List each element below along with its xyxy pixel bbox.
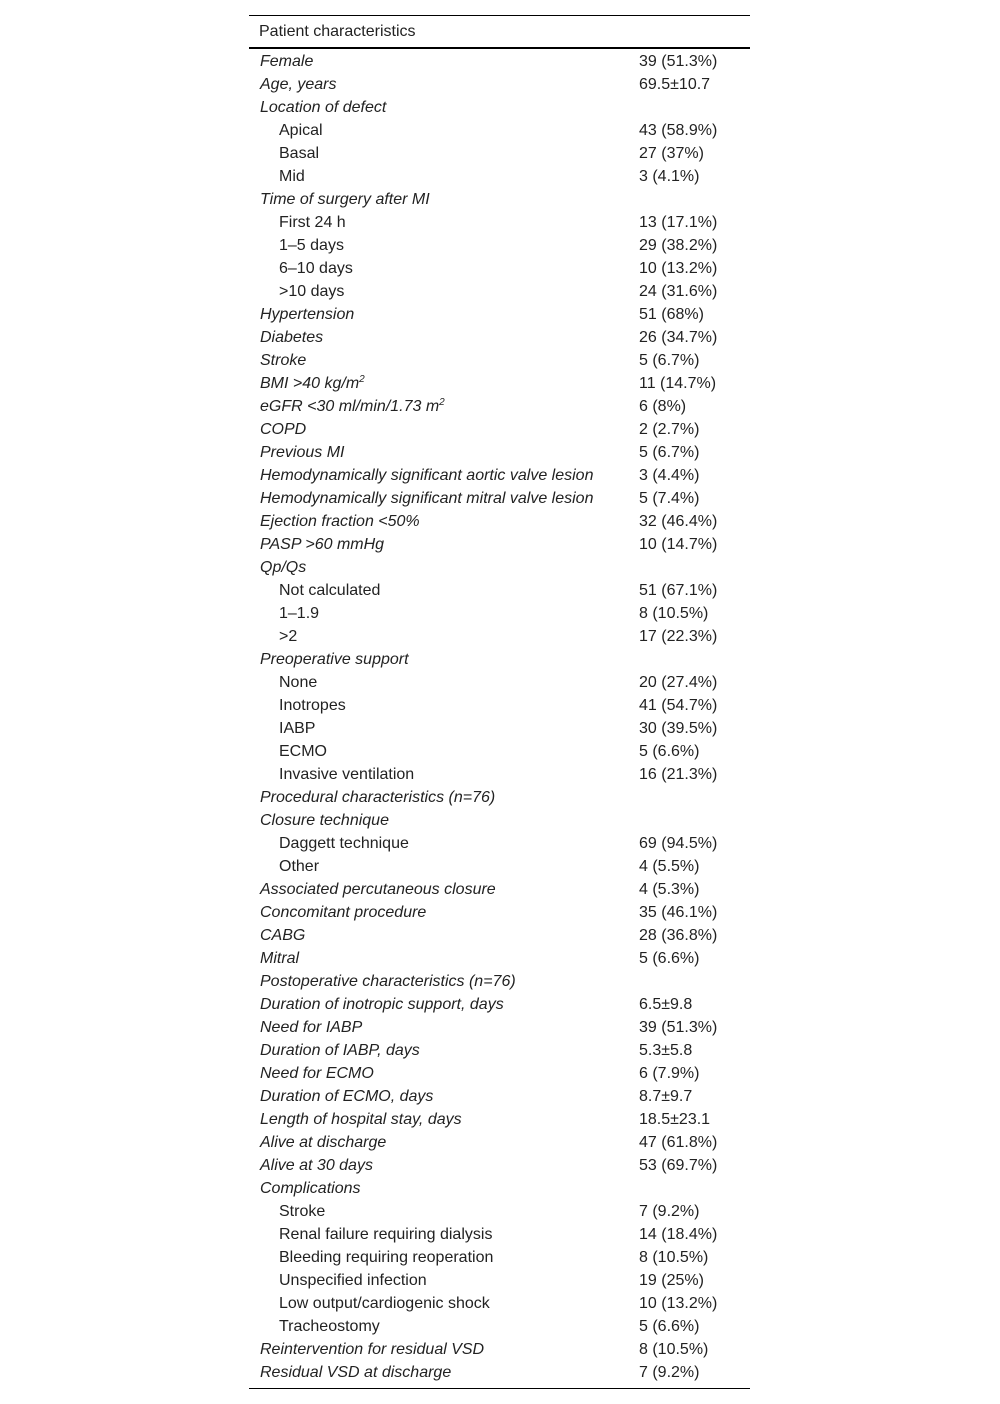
row-label	[249, 513, 628, 531]
table-row	[249, 1016, 750, 1039]
row-label-text: Duration of ECMO, days	[260, 1087, 434, 1105]
row-label-text: Hypertension	[260, 305, 355, 323]
table-row	[249, 1315, 750, 1338]
row-value: 13 (17.1%)	[639, 213, 718, 231]
row-label-text: >2	[279, 627, 298, 645]
row-label	[249, 1111, 628, 1129]
row-label-text: Need for IABP	[260, 1018, 363, 1036]
row-label	[249, 237, 628, 255]
row-value: 14 (18.4%)	[639, 1225, 718, 1243]
row-label-text: Stroke	[260, 351, 307, 369]
row-label-superscript: 2	[359, 373, 365, 385]
row-label	[249, 122, 628, 140]
row-label-text: Qp/Qs	[260, 558, 307, 576]
row-label-text: Female	[260, 52, 314, 70]
row-label	[249, 1019, 628, 1037]
row-label	[249, 76, 628, 94]
row-label-text: Renal failure requiring dialysis	[279, 1225, 493, 1243]
table-row	[249, 602, 750, 625]
table-row	[249, 464, 750, 487]
row-label	[249, 789, 628, 807]
row-value: 30 (39.5%)	[639, 719, 718, 737]
row-value: 8 (10.5%)	[639, 604, 709, 622]
table-row	[249, 211, 750, 234]
table-row	[249, 924, 750, 947]
table-row	[249, 50, 750, 73]
table-row	[249, 1361, 750, 1384]
row-label-text: Residual VSD at discharge	[260, 1363, 452, 1381]
table-row	[249, 832, 750, 855]
table-row	[249, 257, 750, 280]
table-row	[249, 648, 750, 671]
row-label	[249, 812, 628, 830]
row-value: 19 (25%)	[639, 1271, 704, 1289]
table-row	[249, 142, 750, 165]
row-value: 5 (6.6%)	[639, 1317, 700, 1335]
row-value: 3 (4.1%)	[639, 167, 700, 185]
row-label-text: >10 days	[279, 282, 345, 300]
row-label	[249, 283, 628, 301]
row-label	[249, 651, 628, 669]
row-label-text: Closure technique	[260, 811, 389, 829]
table-row	[249, 234, 750, 257]
table-row	[249, 809, 750, 832]
row-value: 39 (51.3%)	[639, 52, 718, 70]
characteristics-table	[249, 15, 750, 1389]
row-label-text: Alive at discharge	[260, 1133, 387, 1151]
row-value: 32 (46.4%)	[639, 512, 718, 530]
row-label-text: Duration of inotropic support, days	[260, 995, 504, 1013]
row-label	[249, 1088, 628, 1106]
row-label-text: Age, years	[260, 75, 337, 93]
row-label	[249, 996, 628, 1014]
row-label-text: CABG	[260, 926, 306, 944]
row-label-text: Not calculated	[279, 581, 381, 599]
row-label	[249, 191, 628, 209]
row-label-text: Postoperative characteristics (n=76)	[260, 972, 516, 990]
row-value: 29 (38.2%)	[639, 236, 718, 254]
row-value: 5 (6.6%)	[639, 949, 700, 967]
row-label-text: Ejection fraction <50%	[260, 512, 420, 530]
row-label-text: PASP >60 mmHg	[260, 535, 385, 553]
table-row	[249, 993, 750, 1016]
row-value: 6 (8%)	[639, 397, 687, 415]
row-label-text: Tracheostomy	[279, 1317, 380, 1335]
row-label-text: First 24 h	[279, 213, 346, 231]
table-row	[249, 1131, 750, 1154]
row-value: 51 (67.1%)	[639, 581, 718, 599]
row-label	[249, 536, 628, 554]
row-value: 3 (4.4%)	[639, 466, 700, 484]
row-label	[249, 881, 628, 899]
row-label	[249, 582, 628, 600]
table-row	[249, 763, 750, 786]
row-value: 11 (14.7%)	[639, 374, 717, 392]
row-label	[249, 835, 628, 853]
row-label	[249, 1180, 628, 1198]
row-value: 8.7±9.7	[639, 1087, 693, 1105]
table-row	[249, 1062, 750, 1085]
row-value: 69.5±10.7	[639, 75, 711, 93]
row-label-text: Daggett technique	[279, 834, 409, 852]
row-label	[249, 444, 628, 462]
row-label	[249, 306, 628, 324]
row-label	[249, 1157, 628, 1175]
table-row	[249, 1085, 750, 1108]
row-label-text: Stroke	[279, 1202, 326, 1220]
row-value: 5 (6.7%)	[639, 443, 700, 461]
table-row	[249, 165, 750, 188]
row-value: 47 (61.8%)	[639, 1133, 718, 1151]
row-label	[249, 421, 628, 439]
row-label-text: Preoperative support	[260, 650, 409, 668]
row-value: 69 (94.5%)	[639, 834, 718, 852]
table-row	[249, 326, 750, 349]
row-value: 7 (9.2%)	[639, 1202, 700, 1220]
table-row	[249, 556, 750, 579]
row-value: 8 (10.5%)	[639, 1340, 709, 1358]
row-label	[249, 559, 628, 577]
row-label	[249, 743, 628, 761]
row-label-text: Invasive ventilation	[279, 765, 415, 783]
row-label-text: Reintervention for residual VSD	[260, 1340, 485, 1358]
row-label	[249, 674, 628, 692]
row-label	[249, 1364, 628, 1382]
row-value: 28 (36.8%)	[639, 926, 718, 944]
row-label	[249, 329, 628, 347]
row-value: 6.5±9.8	[639, 995, 693, 1013]
row-value: 51 (68%)	[639, 305, 704, 323]
row-label-text: IABP	[279, 719, 316, 737]
row-value: 16 (21.3%)	[639, 765, 718, 783]
table-row	[249, 510, 750, 533]
row-label	[249, 720, 628, 738]
row-value: 27 (37%)	[639, 144, 704, 162]
row-value: 10 (14.7%)	[639, 535, 718, 553]
row-label	[249, 904, 628, 922]
table-row	[249, 372, 750, 395]
row-label-superscript: 2	[439, 396, 445, 408]
row-label	[249, 467, 628, 485]
row-label-text: Hemodynamically significant aortic valve lesion	[260, 466, 594, 484]
row-label-text: Mitral	[260, 949, 300, 967]
table-row	[249, 1269, 750, 1292]
row-label	[249, 490, 628, 508]
table-row	[249, 717, 750, 740]
row-label	[249, 1249, 628, 1267]
table-row	[249, 1200, 750, 1223]
table-row	[249, 947, 750, 970]
row-label	[249, 168, 628, 186]
row-label	[249, 1065, 628, 1083]
row-value: 26 (34.7%)	[639, 328, 718, 346]
row-label	[249, 1203, 628, 1221]
row-value: 10 (13.2%)	[639, 259, 718, 277]
row-label-text: 6–10 days	[279, 259, 353, 277]
row-label	[249, 1226, 628, 1244]
row-label	[249, 214, 628, 232]
row-label	[249, 973, 628, 991]
row-label-text: Apical	[279, 121, 323, 139]
row-label-text: Bleeding requiring reoperation	[279, 1248, 494, 1266]
row-label-text: Procedural characteristics (n=76)	[260, 788, 496, 806]
row-value: 2 (2.7%)	[639, 420, 700, 438]
table-row	[249, 740, 750, 763]
row-label	[249, 53, 628, 71]
table-row	[249, 1177, 750, 1200]
table-row	[249, 694, 750, 717]
table-row	[249, 303, 750, 326]
table-row	[249, 418, 750, 441]
row-label-text: eGFR <30 ml/min/1.73 m	[260, 397, 440, 415]
row-label-text: Length of hospital stay, days	[260, 1110, 462, 1128]
row-label-text: Complications	[260, 1179, 361, 1197]
row-label	[249, 1295, 628, 1313]
table-row	[249, 1039, 750, 1062]
row-value: 5 (7.4%)	[639, 489, 700, 507]
row-label	[249, 858, 628, 876]
table-row	[249, 1223, 750, 1246]
row-label	[249, 1134, 628, 1152]
table-row	[249, 119, 750, 142]
table-body	[249, 49, 750, 1388]
row-label-text: 1–1.9	[279, 604, 320, 622]
table-row	[249, 395, 750, 418]
row-label	[249, 927, 628, 945]
table-bottom-rule	[249, 1388, 750, 1389]
row-value: 10 (13.2%)	[639, 1294, 718, 1312]
table-row	[249, 533, 750, 556]
row-label	[249, 1042, 628, 1060]
table-row	[249, 73, 750, 96]
table-header: Patient characteristics	[259, 23, 416, 40]
row-label-text: None	[279, 673, 318, 691]
row-label-text: Associated percutaneous closure	[260, 880, 496, 898]
table-row	[249, 188, 750, 211]
table-row	[249, 625, 750, 648]
row-value: 6 (7.9%)	[639, 1064, 700, 1082]
row-value: 5 (6.6%)	[639, 742, 700, 760]
row-label	[249, 628, 628, 646]
row-value: 35 (46.1%)	[639, 903, 718, 921]
row-label	[249, 697, 628, 715]
row-label	[249, 260, 628, 278]
row-value: 7 (9.2%)	[639, 1363, 700, 1381]
row-label-text: ECMO	[279, 742, 327, 760]
row-value: 17 (22.3%)	[639, 627, 718, 645]
row-value: 4 (5.3%)	[639, 880, 700, 898]
row-value: 41 (54.7%)	[639, 696, 718, 714]
table-row	[249, 1246, 750, 1269]
row-value: 5 (6.7%)	[639, 351, 700, 369]
row-label	[249, 1341, 628, 1359]
row-label-text: 1–5 days	[279, 236, 344, 254]
table-row	[249, 96, 750, 119]
row-label	[249, 145, 628, 163]
table-row	[249, 878, 750, 901]
row-value: 4 (5.5%)	[639, 857, 700, 875]
row-label	[249, 375, 628, 393]
row-label-text: Inotropes	[279, 696, 346, 714]
row-value: 53 (69.7%)	[639, 1156, 718, 1174]
table-row	[249, 579, 750, 602]
row-label-text: Previous MI	[260, 443, 345, 461]
row-label-text: Unspecified infection	[279, 1271, 427, 1289]
row-label	[249, 398, 628, 416]
table-row	[249, 786, 750, 809]
row-label-text: Location of defect	[260, 98, 387, 116]
row-label	[249, 1318, 628, 1336]
row-label-text: Time of surgery after MI	[260, 190, 430, 208]
table-row	[249, 280, 750, 303]
row-label-text: Concomitant procedure	[260, 903, 427, 921]
row-label-text: Need for ECMO	[260, 1064, 374, 1082]
row-label	[249, 352, 628, 370]
row-label-text: Basal	[279, 144, 320, 162]
row-value: 24 (31.6%)	[639, 282, 718, 300]
table-row	[249, 1108, 750, 1131]
row-label-text: Diabetes	[260, 328, 324, 346]
row-value: 8 (10.5%)	[639, 1248, 709, 1266]
row-label-text: Mid	[279, 167, 305, 185]
row-label-text: Duration of IABP, days	[260, 1041, 420, 1059]
row-label-text: Other	[279, 857, 320, 875]
row-label-text: COPD	[260, 420, 307, 438]
row-label-text: Low output/cardiogenic shock	[279, 1294, 490, 1312]
table-row	[249, 1292, 750, 1315]
row-label	[249, 99, 628, 117]
table-row	[249, 901, 750, 924]
table-row	[249, 1338, 750, 1361]
row-value: 43 (58.9%)	[639, 121, 718, 139]
table-row	[249, 855, 750, 878]
table-row	[249, 487, 750, 510]
row-value: 5.3±5.8	[639, 1041, 693, 1059]
row-label-text: Hemodynamically significant mitral valve lesion	[260, 489, 594, 507]
row-value: 18.5±23.1	[639, 1110, 711, 1128]
row-label	[249, 766, 628, 784]
row-value: 39 (51.3%)	[639, 1018, 718, 1036]
row-label-text: Alive at 30 days	[260, 1156, 373, 1174]
row-label	[249, 950, 628, 968]
table-row	[249, 671, 750, 694]
row-label	[249, 605, 628, 623]
table-row	[249, 970, 750, 993]
table-row	[249, 441, 750, 464]
row-label-text: BMI >40 kg/m	[260, 374, 360, 392]
row-value: 20 (27.4%)	[639, 673, 718, 691]
table-row	[249, 349, 750, 372]
table-row	[249, 1154, 750, 1177]
row-label	[249, 1272, 628, 1290]
